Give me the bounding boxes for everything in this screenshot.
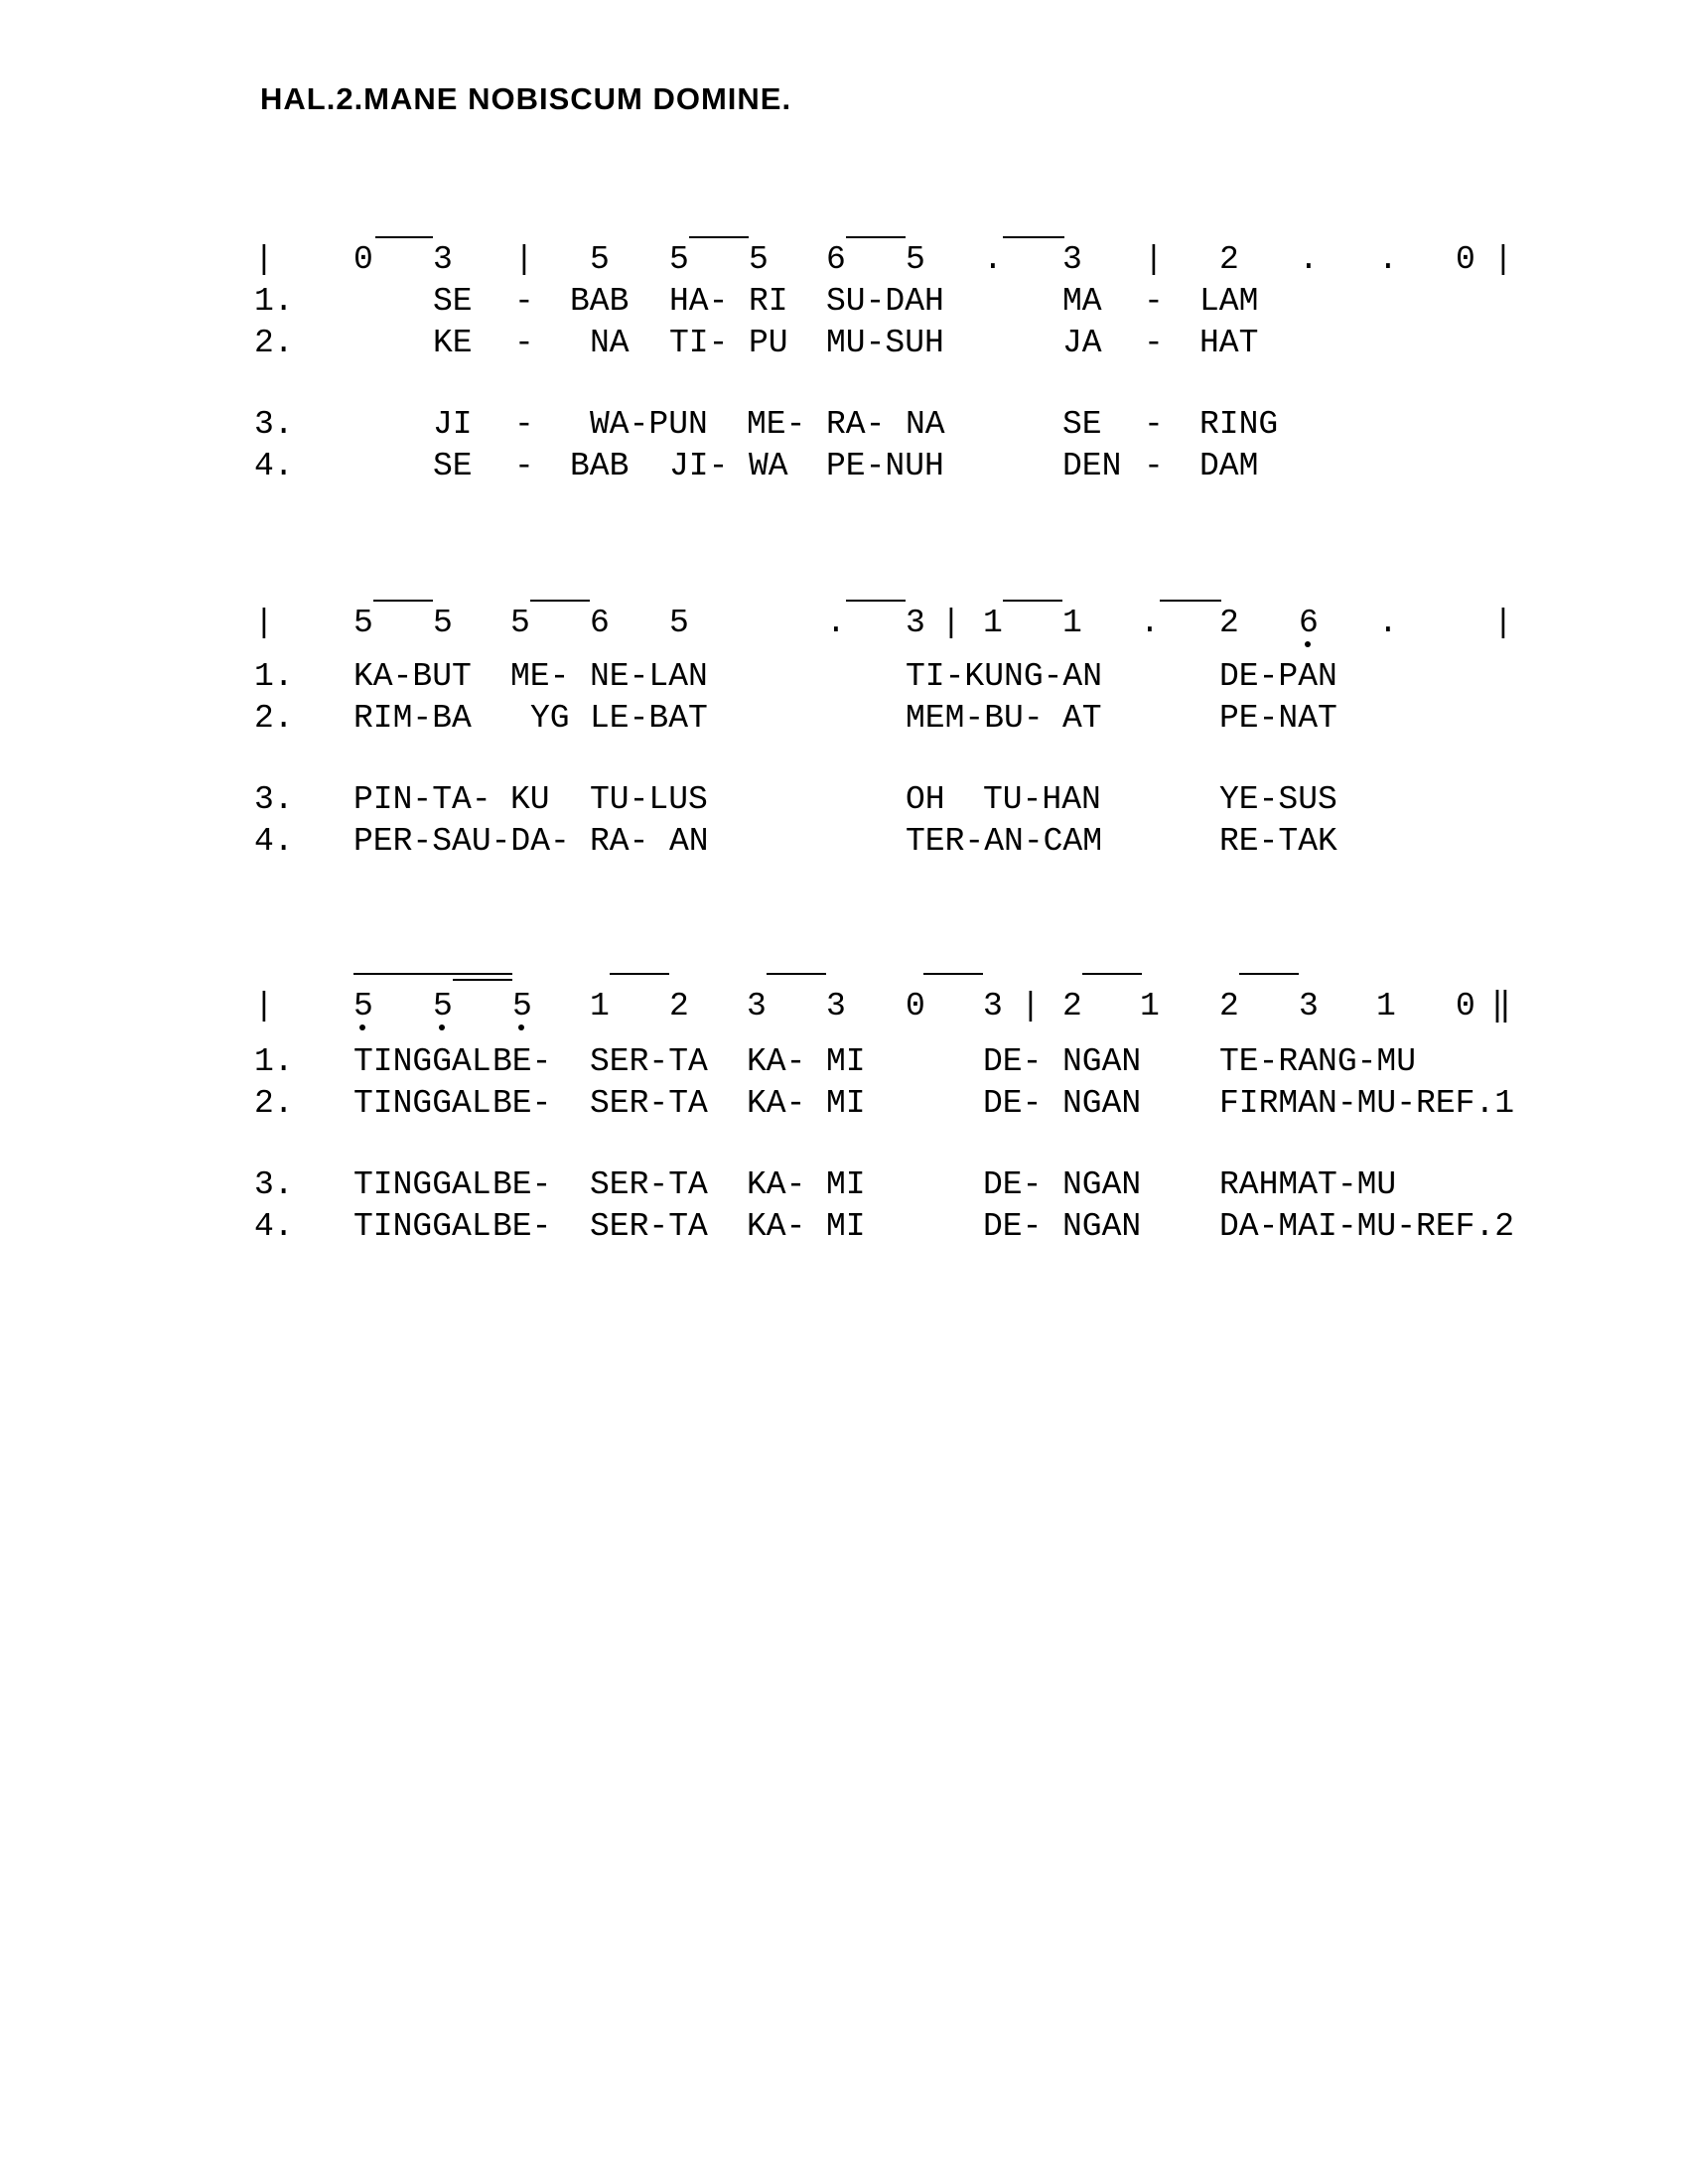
lyric: KA- [747,1166,806,1203]
low-octave-dot [439,1024,445,1030]
lyric: JI [433,406,473,443]
lyric: LAM [1199,283,1259,320]
lyric: LE-BAT [590,700,708,737]
lyric: KA-BUT [353,658,472,695]
lyric: - [514,406,534,443]
lyric: TU-LUS [590,781,708,818]
lyric: SE [1062,406,1102,443]
note: 5 [353,988,373,1024]
note: . [983,241,1003,278]
beam [846,600,906,602]
lyric: TINGGAL [353,1043,491,1080]
bar-line: | [1493,605,1513,641]
lyric: ME- [510,658,570,695]
lyric: RING [1199,406,1279,443]
lyric: RA- [590,823,649,860]
lyric: JA [1062,325,1102,361]
lyric: BAB [570,448,630,484]
verse-number: 1. [254,658,294,695]
beam [353,973,512,975]
beam [373,600,433,602]
lyric: BE- [492,1043,552,1080]
note: 5 [433,605,453,641]
lyric: MA [1062,283,1102,320]
verse-number: 4. [254,823,294,860]
bar-line: | [254,241,274,278]
note: 2 [1219,988,1239,1024]
verse-number: 3. [254,781,294,818]
lyric: HA- [669,283,729,320]
lyric: NGAN [1062,1043,1142,1080]
note: 3 [433,241,453,278]
lyric: KA- [747,1085,806,1122]
verse-number: 2. [254,325,294,361]
note: 6 [590,605,610,641]
lyric: HAT [1199,325,1259,361]
lyric: KA- [747,1043,806,1080]
lyric: BAB [570,283,630,320]
lyric: FIRMAN-MU-REF.1 [1219,1085,1515,1122]
lyric: - [514,283,534,320]
note: 5 [353,605,373,641]
lyric: DE- [983,1208,1043,1245]
lyric: TINGGAL [353,1208,491,1245]
verse-number: 2. [254,700,294,737]
lyric: TE-RANG-MU [1219,1043,1417,1080]
lyric: DEN [1062,448,1122,484]
lyric: JI- [669,448,729,484]
beam [1160,600,1221,602]
lyric: MU-SUH [826,325,944,361]
lyric: BE- [492,1166,552,1203]
note: 6 [826,241,846,278]
lyric: TU-HAN [983,781,1101,818]
lyric: DA-MAI-MU-REF.2 [1219,1208,1515,1245]
note: 2 [669,988,689,1024]
note: 3 [747,988,767,1024]
note: 5 [512,988,532,1024]
bar-line: | [514,241,534,278]
note: 5 [669,241,689,278]
note: 6 [1299,605,1319,641]
verse-number: 4. [254,1208,294,1245]
lyric: PIN-TA- [353,781,491,818]
lyric: NGAN [1062,1166,1142,1203]
lyric: PE-NAT [1219,700,1337,737]
lyric: DAM [1199,448,1259,484]
lyric: MI [826,1085,866,1122]
note: 2 [1062,988,1082,1024]
lyric: - [514,448,534,484]
lyric: NA [590,325,630,361]
lyric: MI [826,1043,866,1080]
lyric: TI-KUNG-AN [906,658,1103,695]
beam [530,600,590,602]
lyric: - [1144,406,1164,443]
lyric: KE [433,325,473,361]
note: 1 [1376,988,1396,1024]
note: . [1378,241,1398,278]
note: 0 [906,988,925,1024]
note: 5 [590,241,610,278]
beam [1003,236,1064,238]
verse-number: 4. [254,448,294,484]
bar-line: | [1021,988,1041,1024]
note: 5 [669,605,689,641]
lyric: RI [749,283,788,320]
lyric: YE-SUS [1219,781,1337,818]
lyric: BE- [492,1085,552,1122]
lyric: TI- [669,325,729,361]
note: 0 [1456,241,1475,278]
lyric: DE-PAN [1219,658,1337,695]
low-octave-dot [1305,641,1311,647]
beam [689,236,749,238]
lyric: PE-NUH [826,448,944,484]
lyric: SER-TA [590,1043,708,1080]
lyric: DE- [983,1166,1043,1203]
beam [767,973,826,975]
note: . [1299,241,1319,278]
note: 1 [1062,605,1082,641]
lyric: WA [749,448,788,484]
low-octave-dot [359,1024,365,1030]
note: 5 [433,988,453,1024]
beam [1239,973,1299,975]
note: 2 [1219,605,1239,641]
lyric: BE- [492,1208,552,1245]
low-octave-dot [518,1024,524,1030]
note: 5 [510,605,530,641]
lyric: MI [826,1208,866,1245]
note: 0 [353,241,373,278]
beam [375,236,433,238]
beam [846,236,906,238]
lyric: - [1144,448,1164,484]
verse-number: 3. [254,406,294,443]
lyric: KA- [747,1208,806,1245]
lyric: NE-LAN [590,658,708,695]
lyric: DE- [983,1043,1043,1080]
note: 3 [906,605,925,641]
beam [1003,600,1062,602]
lyric: ME- [747,406,806,443]
bar-line: | [1144,241,1164,278]
lyric: MEM-BU- [906,700,1044,737]
bar-line: | [254,988,274,1024]
lyric: MI [826,1166,866,1203]
lyric: OH [906,781,945,818]
beam [1082,973,1142,975]
lyric: SE [433,283,473,320]
note: 3 [826,988,846,1024]
verse-number: 1. [254,1043,294,1080]
bar-line: | [941,605,961,641]
verse-number: 1. [254,283,294,320]
lyric: - [514,325,534,361]
lyric: SER-TA [590,1085,708,1122]
note: . [1378,605,1398,641]
note: 1 [1140,988,1160,1024]
note: 3 [1299,988,1319,1024]
lyric: DE- [983,1085,1043,1122]
lyric: NA [906,406,945,443]
note: 3 [983,988,1003,1024]
note: 5 [906,241,925,278]
lyric: RE-TAK [1219,823,1337,860]
lyric: TER-AN-CAM [906,823,1103,860]
note: . [826,605,846,641]
verse-number: 3. [254,1166,294,1203]
verse-number: 2. [254,1085,294,1122]
lyric: SE [433,448,473,484]
lyric: - [1144,325,1164,361]
note: 0 [1456,988,1475,1024]
page-title: HAL.2.MANE NOBISCUM DOMINE. [260,81,792,116]
lyric: AN [669,823,709,860]
bar-line: ‖ [1491,988,1511,1024]
note: 3 [1062,241,1082,278]
lyric: TINGGAL [353,1166,491,1203]
note: 1 [983,605,1003,641]
lyric: SER-TA [590,1208,708,1245]
lyric: WA-PUN [590,406,708,443]
lyric: SER-TA [590,1166,708,1203]
note: 1 [590,988,610,1024]
note: 2 [1219,241,1239,278]
beam [453,979,512,981]
lyric: RAHMAT-MU [1219,1166,1397,1203]
lyric: - [1144,283,1164,320]
lyric: AT [1062,700,1102,737]
note: 5 [749,241,769,278]
lyric: SU-DAH [826,283,944,320]
lyric: TINGGAL [353,1085,491,1122]
beam [610,973,669,975]
bar-line: | [254,605,274,641]
beam [923,973,983,975]
lyric: RIM-BA [353,700,472,737]
lyric: PU [749,325,788,361]
lyric: KU [510,781,550,818]
lyric: YG [530,700,570,737]
note: . [1140,605,1160,641]
lyric: RA- [826,406,886,443]
lyric: NGAN [1062,1085,1142,1122]
lyric: NGAN [1062,1208,1142,1245]
bar-line: | [1493,241,1513,278]
lyric: PER-SAU-DA- [353,823,570,860]
